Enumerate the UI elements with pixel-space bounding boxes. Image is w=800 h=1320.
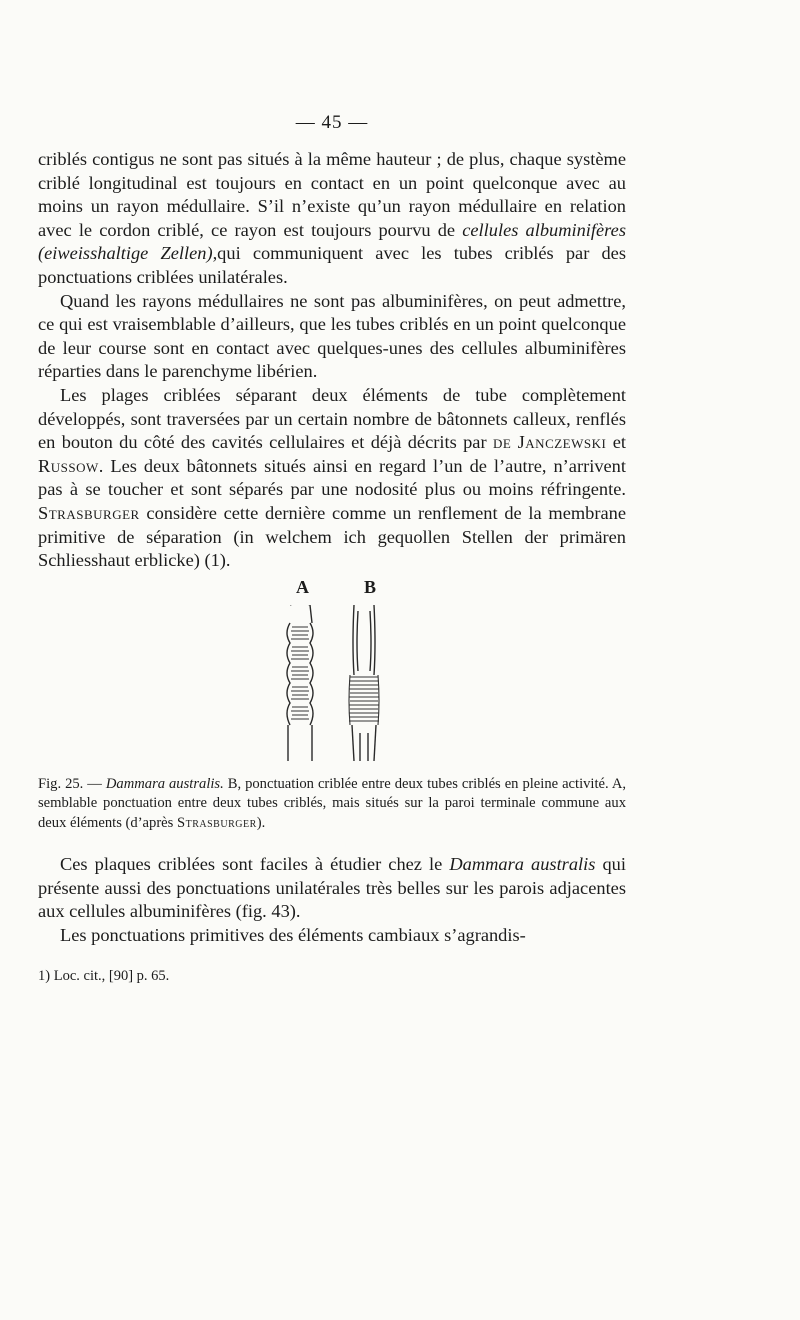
paragraph-1: criblés contigus ne sont pas situés à la même hauteur ; de plus, chaque système criblé longitudinal est toujours en contact en un point quelconque avec au moins un rayon médullaire. S’il n’existe qu’un rayon médullaire en relation avec le cordon criblé, ce rayon est toujours pourvu de cellules albuminifères (eiweisshaltige Zellen),qui communiquent avec les tubes criblés par des ponctuations criblées unilatérales. — [38, 149, 626, 287]
tube-b-wall-left — [353, 605, 354, 675]
page-number: — 45 — — [295, 112, 369, 133]
tube-b-inner-left — [357, 611, 358, 671]
paragraph-5: Les ponctuations primitives des éléments cambiaux s’agrandis- — [60, 924, 526, 945]
page-content — [38, 112, 626, 985]
author-russow: Russow — [38, 455, 99, 476]
tube-a-top — [290, 605, 312, 623]
author-janczewski: Janczewski — [517, 432, 607, 453]
tube-b-lower-right — [374, 725, 376, 761]
sieve-plate-drawing — [276, 605, 396, 761]
paragraph-2: Quand les rayons médullaires ne sont pas albuminifères, on peut admettre, ce qui est vraisemblable d’ailleurs, que les tubes criblés en un point quelconque de leur course sont en contact avec quelques-unes des cellules albuminifères réparties dans le parenchyme libérien. — [38, 290, 626, 382]
caption-species: Dammara australis. — [105, 775, 224, 792]
footnote — [38, 968, 626, 985]
tube-b-lower-left — [352, 725, 354, 761]
author-de: de — [492, 432, 512, 453]
figure-label-b: B — [364, 576, 377, 597]
tube-b-wall-right — [374, 605, 375, 675]
author-strasburger: Strasburger — [38, 502, 140, 523]
figure-25 — [38, 577, 626, 769]
figure-label-a: A — [296, 576, 309, 597]
italic-term: cellules albuminifères (eiweisshaltige Zellen), — [38, 219, 626, 264]
figure-caption: Fig. 25. — Dammara australis. B, ponctuation criblée entre deux tubes criblés en pleine activité. A, semblable ponctuation entre deux tubes criblés, mais situés sur la paroi terminale commune aux deux éléments (d’après Strasburger). — [38, 775, 627, 831]
tube-b-inner-right — [370, 611, 371, 671]
species-name: Dammara australis — [449, 854, 596, 875]
paragraph-3: Les plages criblées séparant deux éléments de tube complètement développés, sont traversées par un certain nombre de bâtonnets calleux, renflés en bouton du côté des cavités cellulaires et déjà décrits par de Janczewski et Russow. Les deux bâtonnets situés ainsi en regard l’un de l’autre, n’arrivent pas à se toucher et sont séparés par une nodosité plus ou moins réfringente. Strasburger considère cette dernière comme un renflement de la membrane primitive de séparation (in welchem ich gequollen Stellen der primären Schliesshaut erblicke) (1). — [38, 384, 626, 571]
paragraph-4: Ces plaques criblées sont faciles à étudier chez le Dammara australis qui présente aussi des ponctuations unilatérales très belles sur les parois adjacentes aux cellules albuminifères (fig. 43). — [38, 854, 626, 922]
sieve-hatching — [291, 627, 379, 725]
footnote-mark: 1) — [38, 967, 51, 984]
caption-author: Strasburger — [177, 814, 257, 831]
tube-a-body — [287, 623, 313, 725]
tube-b-lower-inner — [360, 733, 368, 761]
footnote-text: Loc. cit., [90] p. 65. — [50, 967, 170, 984]
